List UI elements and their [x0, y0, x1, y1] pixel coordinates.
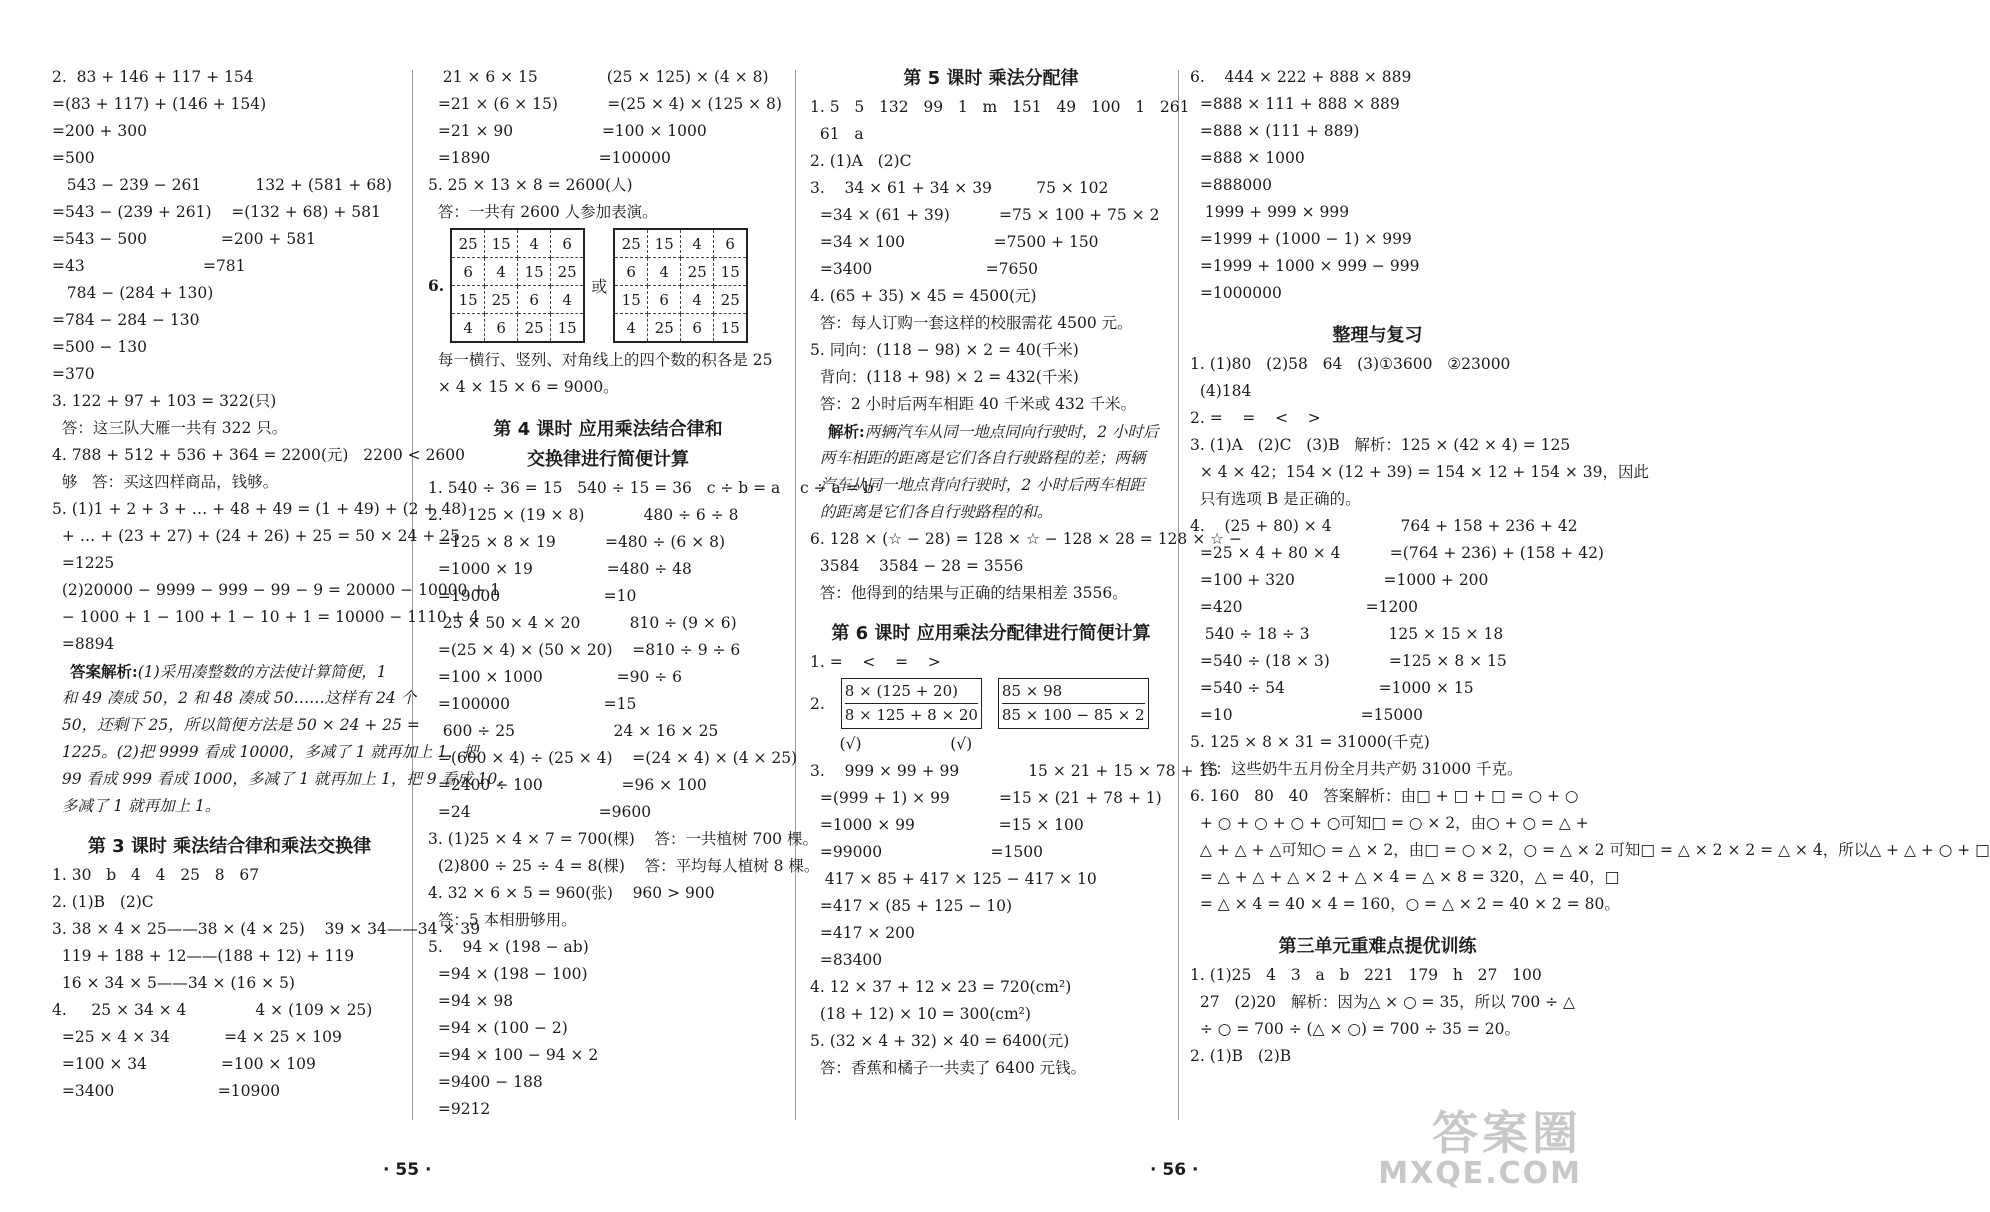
- grid-cell: 25: [485, 286, 518, 314]
- answer-line: 4. (25 + 80) × 4 764 + 158 + 236 + 42: [1190, 517, 1578, 535]
- check-marks: (√) (√): [810, 735, 973, 753]
- grid-row: [451, 258, 584, 286]
- grid-row: [614, 229, 747, 258]
- answer-block: [428, 347, 788, 401]
- answer-line: 答：2 小时后两车相距 40 千米或 432 千米。: [810, 395, 1137, 413]
- comparison-boxes: [810, 678, 1172, 729]
- magic-square-answer: [428, 228, 788, 343]
- answer-line: =94 × (198 − 100): [428, 965, 588, 983]
- answer-line: 784 − (284 + 130): [52, 284, 214, 302]
- answer-line: 答：一共有 2600 人参加表演。: [428, 203, 658, 221]
- answer-line: 3584 3584 − 28 = 3556: [810, 557, 1024, 575]
- answer-line: =1999 + (1000 − 1) × 999: [1190, 230, 1412, 248]
- answer-line: =2400 ÷ 100 =96 × 100: [428, 776, 707, 794]
- answer-line: =200 + 300: [52, 122, 147, 140]
- answer-line: 3. 999 × 99 + 99 15 × 21 + 15 × 78 + 15: [810, 762, 1219, 780]
- explanation-block: [52, 685, 513, 820]
- page-number-right: · 56 ·: [1150, 1160, 1199, 1180]
- or-label: 或: [591, 277, 608, 296]
- answer-line: 4. 25 × 34 × 4 4 × (109 × 25): [52, 1001, 373, 1019]
- explanation-label: 解析:: [828, 422, 865, 441]
- answer-line: =100000 =15: [428, 695, 637, 713]
- answer-line: 3. (1)A (2)C (3)B 解析：125 × (42 × 4) = 125: [1190, 436, 1571, 454]
- answer-line: =21 × (6 × 15) =(25 × 4) × (125 × 8): [428, 95, 782, 113]
- answer-line: =888 × 1000: [1190, 149, 1305, 167]
- answer-line: 2. 125 × (19 × 8) 480 ÷ 6 ÷ 8: [428, 506, 739, 524]
- answer-line: 3. 122 + 97 + 103 = 322(只): [52, 392, 277, 410]
- grid-cell: 25: [451, 229, 485, 258]
- watermark-logo-text: 答案圈: [1432, 1106, 1582, 1160]
- answer-line: =19000 =10: [428, 587, 637, 605]
- answer-line: =99000 =1500: [810, 843, 1043, 861]
- answer-line: 每一横行、竖列、对角线上的四个数的积各是 25: [428, 351, 773, 369]
- section-heading: 第三单元重难点提优训练: [1278, 936, 1477, 957]
- answer-line: 5. 25 × 13 × 8 = 2600(人): [428, 176, 633, 194]
- answer-line: 答：他得到的结果与正确的结果相差 3556。: [810, 584, 1128, 602]
- answer-line: 3. (1)25 × 4 × 7 = 700(棵) 答：一共植树 700 棵。: [428, 830, 818, 848]
- answer-line: =3400 =10900: [52, 1082, 281, 1100]
- answer-line: 两车相距的距离是它们各自行驶路程的差；两辆: [810, 449, 1146, 467]
- answer-line: (4)184: [1190, 382, 1252, 400]
- grid-cell: 4: [681, 229, 714, 258]
- grid-cell: 15: [551, 314, 585, 343]
- answer-block: [1190, 64, 1565, 307]
- answer-line: (18 + 12) × 10 = 300(cm²): [810, 1005, 1031, 1023]
- answer-line: 6. 128 × (☆ − 28) = 128 × ☆ − 128 × 28 = 128 × ☆ −: [810, 530, 1242, 548]
- answer-line: (2)800 ÷ 25 ÷ 4 = 8(棵) 答：平均每人植树 8 棵。: [428, 857, 820, 875]
- box-line: 8 × (125 + 20): [844, 682, 958, 700]
- answer-line: ÷ ○ = 700 ÷ (△ × ○) = 700 ÷ 35 = 20。: [1190, 1020, 1520, 1038]
- answer-line: 6. 444 × 222 + 888 × 889: [1190, 68, 1412, 86]
- answer-line: 2. (1)A (2)C: [810, 152, 912, 170]
- answer-line: 的距离是它们各自行驶路程的和。: [810, 503, 1053, 521]
- expression-box-1: [841, 678, 982, 729]
- explanation: [52, 658, 407, 685]
- answer-line: =540 ÷ 54 =1000 × 15: [1190, 679, 1474, 697]
- explanation-first-line: (1)采用凑整数的方法使计算简便，1: [137, 663, 387, 681]
- number-grid-1: [450, 228, 585, 343]
- answer-line: =784 − 284 − 130: [52, 311, 200, 329]
- answer-line: 5. 125 × 8 × 31 = 31000(千克): [1190, 733, 1430, 751]
- answer-line: 4. 788 + 512 + 536 + 364 = 2200(元) 2200 < 2600: [52, 446, 465, 464]
- question-number: 6.: [428, 276, 445, 295]
- grid-cell: 15: [518, 258, 551, 286]
- answer-line: 417 × 85 + 417 × 125 − 417 × 10: [810, 870, 1097, 888]
- answer-block: [52, 64, 501, 658]
- answer-line: 答：这三队大雁一共有 322 只。: [52, 419, 288, 437]
- answer-line: (2)20000 − 9999 − 999 − 99 − 9 = 20000 − 10000 + 1: [52, 581, 501, 599]
- answer-line: 99 看成 999 看成 1000，多减了 1 就再加上 1，把 9 看成 10，: [52, 770, 513, 788]
- answer-line: =888000: [1190, 176, 1273, 194]
- answer-line: 5. (32 × 4 + 32) × 40 = 6400(元): [810, 1032, 1070, 1050]
- answer-block: [428, 64, 788, 226]
- section-heading: 第 4 课时 应用乘法结合律和: [493, 419, 723, 440]
- answer-line: =25 × 4 × 34 =4 × 25 × 109: [52, 1028, 342, 1046]
- answer-line: 只有选项 B 是正确的。: [1190, 490, 1361, 508]
- answer-line: + … + (23 + 27) + (24 + 26) + 25 = 50 × 24 + 25: [52, 527, 460, 545]
- answer-line: 2. = = < >: [1190, 409, 1321, 427]
- grid-cell: 4: [614, 314, 648, 343]
- grid-row: [451, 286, 584, 314]
- answer-line: + ○ + ○ + ○ + ○可知□ = ○ × 2，由○ + ○ = △ +: [1190, 814, 1589, 832]
- answer-line: = △ + △ + △ × 2 + △ × 4 = △ × 8 = 320，△ = 40，□: [1190, 868, 1620, 886]
- grid-cell: 6: [648, 286, 681, 314]
- answer-line: =100 + 320 =1000 + 200: [1190, 571, 1489, 589]
- grid-cell: 15: [714, 258, 748, 286]
- answer-line: =888 × 111 + 888 × 889: [1190, 95, 1400, 113]
- grid-row: [451, 314, 584, 343]
- answer-line: =3400 =7650: [810, 260, 1039, 278]
- answer-line: 汽车从同一地点背向行驶时，2 小时后两车相距: [810, 476, 1145, 494]
- answer-line: =417 × 200: [810, 924, 915, 942]
- answer-line: =1225: [52, 554, 115, 572]
- column-divider: [1178, 70, 1179, 1120]
- answer-line: 5. 94 × (198 − ab): [428, 938, 589, 956]
- grid-cell: 4: [648, 258, 681, 286]
- answer-line: =125 × 8 × 19 =480 ÷ (6 × 8): [428, 533, 726, 551]
- answer-line: =100 × 1000 =90 ÷ 6: [428, 668, 683, 686]
- answer-line: =370: [52, 365, 95, 383]
- answer-line: =24 =9600: [428, 803, 652, 821]
- answer-line: 和 49 凑成 50，2 和 48 凑成 50……这样有 24 个: [52, 689, 417, 707]
- answer-line: 1. 5 5 132 99 1 m 151 49 100 1 261: [810, 98, 1190, 116]
- answer-line: 答：每人订购一套这样的校服需花 4500 元。: [810, 314, 1133, 332]
- answer-line: =(25 × 4) × (50 × 20) =810 ÷ 9 ÷ 6: [428, 641, 741, 659]
- answer-line: 61 a: [810, 125, 864, 143]
- answer-line: =8894: [52, 635, 115, 653]
- answer-line: =543 − 500 =200 + 581: [52, 230, 316, 248]
- answer-line: =1000 × 19 =480 ÷ 48: [428, 560, 692, 578]
- section-heading: 第 5 课时 乘法分配律: [903, 68, 1079, 89]
- grid-cell: 4: [681, 286, 714, 314]
- answer-line: 540 ÷ 18 ÷ 3 125 × 15 × 18: [1190, 625, 1504, 643]
- answer-line: × 4 × 15 × 6 = 9000。: [428, 378, 619, 396]
- answer-block: [810, 758, 1219, 1082]
- answer-line: =83400: [810, 951, 883, 969]
- answer-line: =(83 + 117) + (146 + 154): [52, 95, 267, 113]
- grid-cell: 4: [451, 314, 485, 343]
- grid-cell: 6: [451, 258, 485, 286]
- answer-line: =1000 × 99 =15 × 100: [810, 816, 1084, 834]
- answer-line: =43 =781: [52, 257, 246, 275]
- answer-block: [1190, 351, 1990, 918]
- answer-line: − 1000 + 1 − 100 + 1 − 10 + 1 = 10000 − 1110 + 4: [52, 608, 480, 626]
- grid-cell: 6: [614, 258, 648, 286]
- grid-row: [614, 286, 747, 314]
- answer-line: 答：香蕉和橘子一共卖了 6400 元钱。: [810, 1059, 1087, 1077]
- answer-line: 6. 160 80 40 答案解析：由□ + □ + □ = ○ + ○: [1190, 787, 1579, 805]
- answer-line: 3. 38 × 4 × 25——38 × (4 × 25) 39 × 34——34 × 39: [52, 920, 481, 938]
- answer-line: △ + △ + △可知○ = △ × 2，由□ = ○ × 2，○ = △ × 2 可知□ = △ × 2 × 2 = △ × 4，所以△ + △ + ○ + □: [1190, 841, 1990, 859]
- answer-line: =500: [52, 149, 95, 167]
- grid-cell: 4: [551, 286, 585, 314]
- grid-cell: 25: [681, 258, 714, 286]
- answer-line: 50，还剩下 25，所以简便方法是 50 × 24 + 25 =: [52, 716, 420, 734]
- box-line: 85 × 98: [1001, 682, 1063, 700]
- answer-line: =10 =15000: [1190, 706, 1423, 724]
- grid-cell: 6: [518, 286, 551, 314]
- answer-line: =25 × 4 + 80 × 4 =(764 + 236) + (158 + 42): [1190, 544, 1604, 562]
- explanation-label: 答案解析:: [70, 662, 138, 681]
- grid-cell: 15: [485, 229, 518, 258]
- grid-cell: 4: [485, 258, 518, 286]
- answer-line: 2. (1)B (2)C: [52, 893, 154, 911]
- grid-row: [451, 229, 584, 258]
- explanation-block: [810, 445, 1172, 526]
- grid-row: [614, 314, 747, 343]
- answer-line: × 4 × 42；154 × (12 + 39) = 154 × 12 + 154 × 39，因此: [1190, 463, 1649, 481]
- answer-line: 21 × 6 × 15 (25 × 125) × (4 × 8): [428, 68, 769, 86]
- answer-line: =9400 − 188: [428, 1073, 543, 1091]
- answer-line: 27 (2)20 解析：因为△ × ○ = 35，所以 700 ÷ △: [1190, 993, 1575, 1011]
- answer-line: 16 × 34 × 5——34 × (16 × 5): [52, 974, 295, 992]
- grid-cell: 25: [714, 286, 748, 314]
- number-grid-2: [613, 228, 748, 343]
- grid-cell: 25: [518, 314, 551, 343]
- expression-box-2: [998, 678, 1149, 729]
- answer-line: 25 × 50 × 4 × 20 810 ÷ (9 × 6): [428, 614, 737, 632]
- answer-line: =(600 × 4) ÷ (25 × 4) =(24 × 4) × (4 × 25): [428, 749, 798, 767]
- answer-line: 1225。(2)把 9999 看成 10000，多减了 1 就再加上 1，把: [52, 743, 479, 761]
- answer-line: =9212: [428, 1100, 491, 1118]
- answer-line: =34 × (61 + 39) =75 × 100 + 75 × 2: [810, 206, 1160, 224]
- grid-cell: 15: [451, 286, 485, 314]
- answer-line: =420 =1200: [1190, 598, 1419, 616]
- box-line: 8 × 125 + 8 × 20: [845, 703, 978, 727]
- grid-cell: 25: [551, 258, 585, 286]
- grid-cell: 15: [648, 229, 681, 258]
- answer-line: 3. 34 × 61 + 34 × 39 75 × 102: [810, 179, 1109, 197]
- answer-line: 119 + 188 + 12——(188 + 12) + 119: [52, 947, 355, 965]
- answer-line: =417 × (85 + 125 − 10): [810, 897, 1013, 915]
- answer-line: =34 × 100 =7500 + 150: [810, 233, 1099, 251]
- grid-row: [614, 258, 747, 286]
- grid-cell: 6: [681, 314, 714, 343]
- answer-line: =1999 + 1000 × 999 − 999: [1190, 257, 1420, 275]
- answer-line: 5. 同向：(118 − 98) × 2 = 40(千米): [810, 341, 1079, 359]
- answer-line: 2. 83 + 146 + 117 + 154: [52, 68, 254, 86]
- answer-line: =888 × (111 + 889): [1190, 122, 1360, 140]
- answer-line: 4. 12 × 37 + 12 × 23 = 720(cm²): [810, 978, 1072, 996]
- answer-line: = △ × 4 = 40 × 4 = 160，○ = △ × 2 = 40 × 2 = 80。: [1190, 895, 1620, 913]
- answer-line: 4. (65 + 35) × 45 = 4500(元): [810, 287, 1037, 305]
- answer-line: 背向：(118 + 98) × 2 = 432(千米): [810, 368, 1079, 386]
- answer-line: 答：这些奶牛五月份全月共产奶 31000 千克。: [1190, 760, 1523, 778]
- answer-block: [810, 94, 1190, 418]
- column-4: [1190, 64, 1990, 1070]
- answer-line: 600 ÷ 25 24 × 16 × 25: [428, 722, 719, 740]
- answer-line: =543 − (239 + 261) =(132 + 68) + 581: [52, 203, 381, 221]
- answer-line: =100 × 34 =100 × 109: [52, 1055, 316, 1073]
- section-heading: 第 3 课时 乘法结合律和乘法交换律: [87, 836, 372, 857]
- grid-cell: 6: [714, 229, 748, 258]
- grid-cell: 4: [518, 229, 551, 258]
- grid-cell: 25: [614, 229, 648, 258]
- answer-block: [1190, 962, 1575, 1070]
- box-line: 85 × 100 − 85 × 2: [1002, 703, 1145, 727]
- answer-line: 够 答：买这四样商品，钱够。: [52, 473, 279, 491]
- answer-line: 1. (1)25 4 3 a b 221 179 h 27 100: [1190, 966, 1542, 984]
- answer-line: 1. 30 b 4 4 25 8 67: [52, 866, 260, 884]
- answer-line: 答：5 本相册够用。: [428, 911, 577, 929]
- answer-block: [810, 526, 1242, 607]
- grid-cell: 6: [551, 229, 585, 258]
- answer-line: =1000000: [1190, 284, 1282, 302]
- answer-line: 1. 540 ÷ 36 = 15 540 ÷ 15 = 36 c ÷ b = a c ÷ a = b: [428, 479, 874, 497]
- grid-cell: 6: [485, 314, 518, 343]
- page-number-left: · 55 ·: [383, 1160, 432, 1180]
- answer-line: =1890 =100000: [428, 149, 671, 167]
- grid-cell: 15: [714, 314, 748, 343]
- answer-line: 4. 32 × 6 × 5 = 960(张) 960 > 900: [428, 884, 715, 902]
- answer-line: =21 × 90 =100 × 1000: [428, 122, 707, 140]
- grid-cell: 25: [648, 314, 681, 343]
- answer-line: =500 − 130: [52, 338, 147, 356]
- column-divider: [795, 70, 796, 1120]
- answer-line: =94 × 100 − 94 × 2: [428, 1046, 599, 1064]
- answer-line: =540 ÷ (18 × 3) =125 × 8 × 15: [1190, 652, 1507, 670]
- answer-line: 2. (1)B (2)B: [1190, 1047, 1292, 1065]
- section-heading: 第 6 课时 应用乘法分配律进行简便计算: [831, 623, 1151, 644]
- watermark: [1378, 1108, 1582, 1190]
- answer-line: 1999 + 999 × 999: [1190, 203, 1350, 221]
- answer-line: 1. = < = >: [810, 653, 941, 671]
- answer-line: 543 − 239 − 261 132 + (581 + 68): [52, 176, 393, 194]
- answer-line: 1. (1)80 (2)58 64 (3)①3600 ②23000: [1190, 355, 1511, 373]
- answer-line: =94 × 98: [428, 992, 514, 1010]
- section-heading: 整理与复习: [1332, 325, 1423, 346]
- explanation-first-line: 两辆汽车从同一地点同向行驶时，2 小时后: [864, 423, 1159, 441]
- grid-cell: 15: [614, 286, 648, 314]
- explanation: [810, 418, 1172, 445]
- section-heading-line2: 交换律进行简便计算: [527, 449, 689, 470]
- answer-line: 5. (1)1 + 2 + 3 + … + 48 + 49 = (1 + 49) + (2 + 48): [52, 500, 468, 518]
- answer-line: 多减了 1 就再加上 1。: [52, 797, 221, 815]
- answer-line: =(999 + 1) × 99 =15 × (21 + 78 + 1): [810, 789, 1162, 807]
- answer-line: =94 × (100 − 2): [428, 1019, 568, 1037]
- watermark-url: MXQE.COM: [1378, 1156, 1582, 1191]
- question-number: 2.: [810, 694, 825, 713]
